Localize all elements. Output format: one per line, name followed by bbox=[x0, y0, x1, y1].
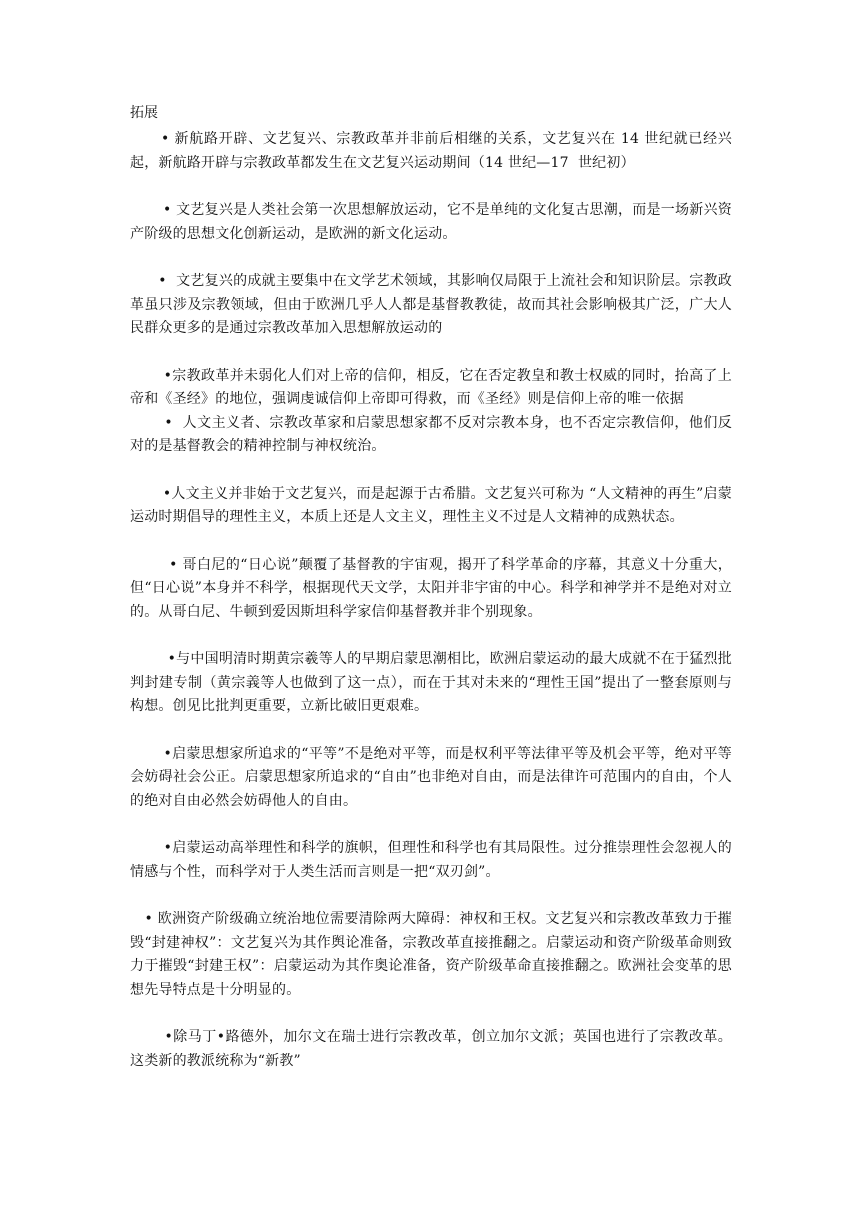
paragraph-gap bbox=[130, 813, 732, 837]
document-page bbox=[130, 103, 732, 1073]
paragraph-gap bbox=[130, 246, 732, 270]
section-heading: 拓展 bbox=[130, 105, 158, 121]
paragraph-gap bbox=[130, 175, 732, 199]
paragraph-8: •与中国明清时期黄宗羲等人的早期启蒙思潮相比，欧洲启蒙运动的最大成就不在于猛烈批判封建专制（黄宗義等人也做到了这一点），而在于其对未来的“理性王国”提出了一整套原则与构想。创见比批判更重要，立新比破旧更艰难。 bbox=[130, 651, 732, 714]
paragraph-6: •人文主义并非始于文艺复兴，而是起源于古希腊。文艺复兴可称为 “人文精神的再生”启蒙运动时期倡导的理性主义，本质上还是人文主义，理性主义不过是人文精神的成熟状态。 bbox=[130, 485, 733, 525]
paragraph-3: • 文艺复兴的成就主要集中在文学艺术领域，其影响仅局限于上流社会和知识阶层。宗教政革虽只涉及宗教领域，但由于欧洲几乎人人都是基督教教徒，故而其社会影响极其广泛，广大人民群众更多的是通过宗教改革加入思想解放运动的 bbox=[130, 273, 732, 336]
paragraph-7: • 哥白尼的“日心说”颠覆了基督教的宇宙观，揭开了科学革命的序幕，其意义十分重大，但“日心说”本身并不科学，根据现代天文学，太阳并非宇宙的中心。科学和神学并不是绝对对立的。从哥白尼、牛顿到爱因斯坦科学家信仰基督教并非个别现象。 bbox=[130, 556, 732, 620]
paragraph-11: • 欧洲资产阶级确立统治地位需要清除两大障碍：神权和王权。文艺复兴和宗教改革致力于摧毁“封建神权”：文艺复兴为其作舆论准备，宗教改革直接推翻之。启蒙运动和资产阶级革命则致力于摧毁“封建王权”：启蒙运动为其作奥论准备，资产阶级革命直接推翻之。欧洲社会变革的思想先导特点是十分明显的。 bbox=[130, 911, 732, 998]
paragraph-gap bbox=[130, 624, 732, 648]
paragraph-gap bbox=[130, 884, 732, 908]
paragraph-1: • 新航路开辟、文艺复兴、宗教政革并非前后相继的关系，文艺复兴在 14 世纪就已经兴起，新航路开辟与宗教政革都发生在文艺复兴运动期间（14 世纪—17 世纪初） bbox=[130, 131, 732, 171]
paragraph-5: • 人文主义者、宗教改革家和启蒙思想家都不反对宗教本身，也不否定宗教信仰，他们反对的是基督教会的精神控制与神权统治。 bbox=[130, 414, 732, 454]
paragraph-gap bbox=[130, 341, 732, 365]
paragraph-4: •宗教政革并未弱化人们对上帝的信仰，相反，它在否定教皇和教士权威的同时，抬高了上帝和《圣经》的地位，强调虔诚信仰上帝即可得救，而《圣经》则是信仰上帝的唯一依据 bbox=[130, 367, 732, 407]
paragraph-gap bbox=[130, 530, 732, 554]
paragraph-12: •除马丁•路德外，加尔文在瑞士进行宗教改革，创立加尔文派；英国也进行了宗教改革。这类新的教派统称为“新教” bbox=[130, 1029, 732, 1069]
paragraph-gap bbox=[130, 1002, 732, 1026]
paragraph-gap bbox=[130, 459, 732, 483]
paragraph-gap bbox=[130, 719, 732, 743]
paragraph-9: •启蒙思想家所追求的“平等”不是绝对平等，而是权利平等法律平等及机会平等，绝对平等会妨碍社会公正。启蒙思想家所追求的“自由”也非绝对自由，而是法律许可范围内的自由，个人的绝对自由必然会妨碍他人的自由。 bbox=[130, 745, 732, 809]
paragraph-10: •启蒙运动高举理性和科学的旗帜，但理性和科学也有其局限性。过分推崇理性会忽视人的情感与个性，而科学对于人类生活而言则是一把“双刃剑”。 bbox=[130, 840, 732, 880]
paragraph-2: • 文艺复兴是人类社会第一次思想解放运动，它不是单纯的文化复古思潮，而是一场新兴资产阶级的思想文化创新运动，是欧洲的新文化运动。 bbox=[130, 202, 732, 242]
